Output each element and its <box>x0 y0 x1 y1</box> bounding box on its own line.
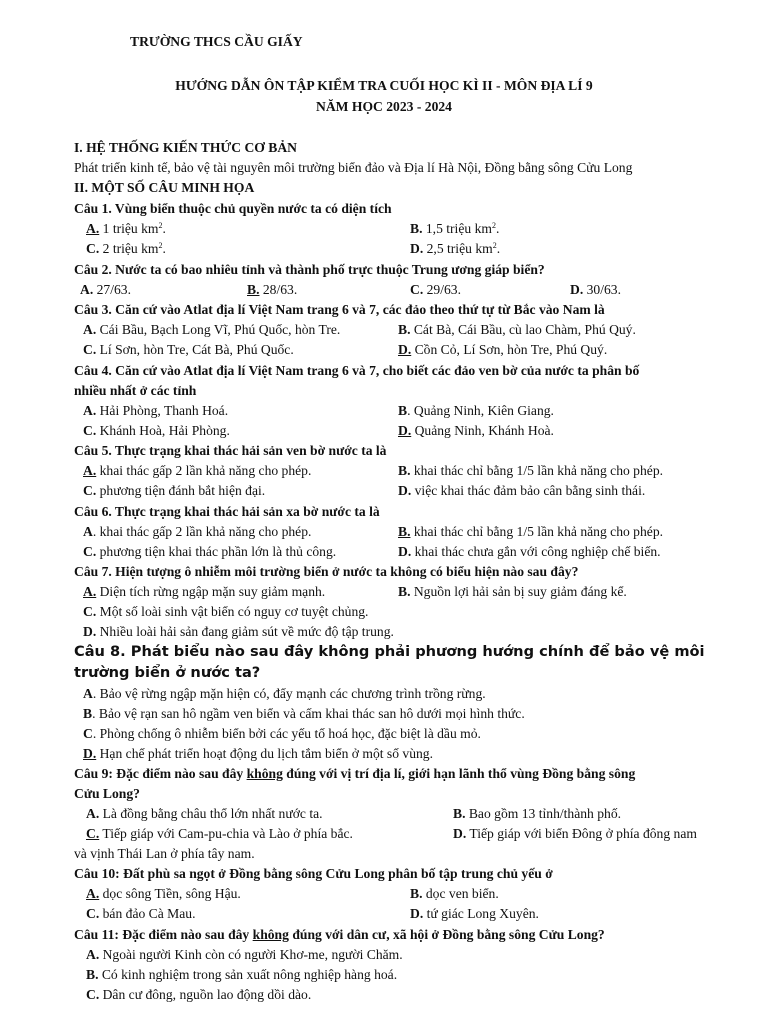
q3-key-b: B. <box>398 322 411 337</box>
q11-option-a <box>86 945 403 965</box>
q4-option-c <box>83 421 230 441</box>
q2-key-b: B. <box>247 282 260 297</box>
q5-text-d: việc khai thác đảm bảo cân bằng sinh thái. <box>411 483 646 498</box>
q2-text-a: 27/63. <box>93 282 131 297</box>
q11-key-b: B. <box>86 967 99 982</box>
q4-key-d: D. <box>398 423 412 438</box>
section-1-text: Phát triển kinh tế, bảo vệ tài nguyên môi trường biển đảo và Địa lí Hà Nội, Đồng bằng sông Cửu Long <box>74 160 633 175</box>
q2-text-b: 28/63. <box>259 282 298 297</box>
q11-text-a: Ngoài người Kinh còn có người Khơ-me, người Chăm. <box>99 947 403 962</box>
q4-text-b: . Quảng Ninh, Kiên Giang. <box>407 403 554 418</box>
q1-sup-c: 2 <box>158 241 163 250</box>
q9-text-d: Tiếp giáp với biển Đông ở phía đông nam <box>466 826 697 841</box>
q11-key-a: A. <box>86 947 100 962</box>
q5-option-a <box>83 461 311 481</box>
q1-sup-a: 2 <box>158 221 163 230</box>
q3-text-c: Lí Sơn, hòn Tre, Cát Bà, Phú Quốc. <box>96 342 294 357</box>
q5-option-b <box>398 461 663 481</box>
q6-text-d: khai thác chưa gắn với công nghiệp chế biến. <box>411 544 661 559</box>
q11-option-c <box>86 985 311 1005</box>
question-9-stem-line2: Cửu Long? <box>74 786 140 801</box>
q1-text-d: 2,5 triệu km <box>423 241 493 256</box>
q1-sup-b: 2 <box>491 221 496 230</box>
q8-key-a: A <box>83 686 93 701</box>
document-subtitle: NĂM HỌC 2023 - 2024 <box>316 99 452 114</box>
q2-key-d: D. <box>570 282 584 297</box>
section-2-heading: II. MỘT SỐ CÂU MINH HỌA <box>74 180 255 195</box>
q4-option-b <box>398 401 554 421</box>
q10-option-c <box>86 904 195 924</box>
q7-text-a: Diện tích rừng ngập mặn suy giảm mạnh. <box>96 584 326 599</box>
q9-stem-underlined: không <box>246 766 283 781</box>
q9-key-a: A. <box>86 806 100 821</box>
q3-option-b <box>398 320 636 340</box>
q11-stem-underlined: không <box>252 927 289 942</box>
q4-key-a: A. <box>83 403 97 418</box>
q4-key-b: B <box>398 403 408 418</box>
q2-option-a <box>80 280 131 300</box>
q6-option-b <box>398 522 663 542</box>
q9-option-a <box>86 804 323 824</box>
q3-option-c <box>83 340 294 360</box>
q10-option-b <box>410 884 499 904</box>
q2-option-b <box>247 280 297 300</box>
school-name: TRƯỜNG THCS CẦU GIẤY <box>130 34 303 49</box>
q5-option-d <box>398 481 645 501</box>
q11-option-b <box>86 965 397 985</box>
q2-option-c <box>410 280 461 300</box>
q9-text-b: Bao gồm 13 tỉnh/thành phố. <box>465 806 622 821</box>
q5-option-c <box>83 481 265 501</box>
q3-key-c: C. <box>83 342 97 357</box>
q1-key-a: A. <box>86 221 100 236</box>
q3-option-a <box>83 320 340 340</box>
q3-text-d: Cồn Cỏ, Lí Sơn, hòn Tre, Phú Quý. <box>411 342 608 357</box>
question-7-stem: Câu 7. Hiện tượng ô nhiễm môi trường biển ở nước ta không có biểu hiện nào sau đây? <box>74 564 579 579</box>
q6-key-c: C. <box>83 544 97 559</box>
q7-text-b: Nguồn lợi hải sản bị suy giảm đáng kể. <box>410 584 627 599</box>
question-11-stem <box>74 925 738 945</box>
q5-key-c: C. <box>83 483 97 498</box>
q5-key-a: A. <box>83 463 97 478</box>
q9-key-d: D. <box>453 826 467 841</box>
question-2-stem: Câu 2. Nước ta có bao nhiêu tỉnh và thành phố trực thuộc Trung ương giáp biển? <box>74 262 545 277</box>
q11-key-c: C. <box>86 987 100 1002</box>
question-8-stem-line1: Câu 8. Phát biểu nào sau đây không phải phương hướng chính để bảo vệ môi <box>74 643 705 660</box>
q5-text-b: khai thác chỉ bằng 1/5 lần khả năng cho phép. <box>410 463 664 478</box>
q1-key-d: D. <box>410 241 424 256</box>
document-title: HƯỚNG DẪN ÔN TẬP KIỂM TRA CUỐI HỌC KÌ II - MÔN ĐỊA LÍ 9 <box>175 78 593 93</box>
q6-key-a: A <box>83 524 93 539</box>
q10-text-a: dọc sông Tiền, sông Hậu. <box>99 886 241 901</box>
q2-text-c: 29/63. <box>423 282 461 297</box>
q5-text-c: phương tiện đánh bắt hiện đại. <box>96 483 266 498</box>
q9-text-c: Tiếp giáp với Cam-pu-chia và Lào ở phía bắc. <box>99 826 353 841</box>
q10-text-c: bán đảo Cà Mau. <box>99 906 196 921</box>
q5-key-b: B. <box>398 463 411 478</box>
q4-text-d: Quảng Ninh, Khánh Hoà. <box>411 423 554 438</box>
q9-option-d <box>453 824 697 844</box>
q3-text-b: Cát Bà, Cái Bầu, cù lao Chàm, Phú Quý. <box>410 322 636 337</box>
q8-text-c: . Phòng chống ô nhiễm biển bởi các yếu tố hoá học, đặc biệt là dầu mỏ. <box>92 726 481 741</box>
question-5-stem: Câu 5. Thực trạng khai thác hải sản ven bờ nước ta là <box>74 443 387 458</box>
q8-key-b: B <box>83 706 93 721</box>
q10-text-b: dọc ven biển. <box>422 886 499 901</box>
question-6-stem: Câu 6. Thực trạng khai thác hải sản xa bờ nước ta là <box>74 504 380 519</box>
q10-text-d: tứ giác Long Xuyên. <box>423 906 539 921</box>
q1-dot-b: . <box>495 221 500 236</box>
q6-option-d <box>398 542 661 562</box>
q1-option-c <box>86 239 166 259</box>
q4-option-d <box>398 421 554 441</box>
q8-key-c: C <box>83 726 93 741</box>
question-4-stem-line1: Câu 4. Căn cứ vào Atlat địa lí Việt Nam trang 6 và 7, cho biết các đảo ven bờ của nước ta phân bố <box>74 363 640 378</box>
q4-text-a: Hải Phòng, Thanh Hoá. <box>96 403 229 418</box>
question-3-stem: Câu 3. Căn cứ vào Atlat địa lí Việt Nam trang 6 và 7, các đảo theo thứ tự từ Bắc vào Nam là <box>74 302 605 317</box>
q3-text-a: Cái Bầu, Bạch Long Vĩ, Phú Quốc, hòn Tre. <box>96 322 341 337</box>
q7-option-a <box>83 582 325 602</box>
q5-key-d: D. <box>398 483 412 498</box>
q10-key-d: D. <box>410 906 424 921</box>
q1-dot-c: . <box>162 241 166 256</box>
q2-key-c: C. <box>410 282 424 297</box>
q6-option-c <box>83 542 336 562</box>
q7-key-a: A. <box>83 584 97 599</box>
q8-option-d <box>83 744 433 764</box>
q6-text-c: phương tiện khai thác phần lớn là thủ công. <box>96 544 337 559</box>
q10-key-b: B. <box>410 886 423 901</box>
q9-stem-post: đúng với vị trí địa lí, giới hạn lãnh thổ vùng Đồng bằng sông <box>282 766 636 781</box>
q9-option-c <box>86 824 353 844</box>
q6-text-a: . khai thác gấp 2 lần khả năng cho phép. <box>92 524 312 539</box>
q9-key-c: C. <box>86 826 100 841</box>
q11-stem-post: đúng với dân cư, xã hội ở Đồng bằng sông Cửu Long? <box>288 927 605 942</box>
q10-option-a <box>86 884 241 904</box>
q9-option-d-continuation: và vịnh Thái Lan ở phía tây nam. <box>74 846 255 861</box>
question-4-stem-line2: nhiều nhất ở các tỉnh <box>74 383 197 398</box>
q8-key-d: D. <box>83 746 97 761</box>
q7-text-c: Một số loài sinh vật biển có nguy cơ tuyệt chủng. <box>96 604 369 619</box>
q4-key-c: C. <box>83 423 97 438</box>
q9-text-a: Là đồng bằng châu thổ lớn nhất nước ta. <box>99 806 323 821</box>
q8-text-b: . Bảo vệ rạn san hô ngầm ven biển và cấm khai thác san hô dưới mọi hình thức. <box>92 706 525 721</box>
q1-dot-d: . <box>496 241 501 256</box>
q1-dot-a: . <box>162 221 166 236</box>
q9-key-b: B. <box>453 806 466 821</box>
q1-key-c: C. <box>86 241 100 256</box>
q11-stem-pre: Câu 11: Đặc điểm nào sau đây <box>74 927 253 942</box>
q8-option-b <box>83 704 525 724</box>
q10-key-c: C. <box>86 906 100 921</box>
q6-key-d: D. <box>398 544 412 559</box>
question-10-stem: Câu 10: Đất phù sa ngọt ở Đồng bằng sông Cửu Long phân bố tập trung chủ yếu ở <box>74 866 553 881</box>
q3-key-d: D. <box>398 342 412 357</box>
q11-text-b: Có kinh nghiệm trong sản xuất nông nghiệp hàng hoá. <box>98 967 398 982</box>
q2-text-d: 30/63. <box>583 282 621 297</box>
q8-option-a <box>83 684 486 704</box>
section-1-heading: I. HỆ THỐNG KIẾN THỨC CƠ BẢN <box>74 140 297 155</box>
q7-option-c <box>83 602 368 622</box>
q1-text-b: 1,5 triệu km <box>422 221 492 236</box>
q7-text-d: Nhiều loài hải sản đang giảm sút về mức độ tập trung. <box>96 624 394 639</box>
q9-option-b <box>453 804 621 824</box>
q1-sup-d: 2 <box>492 241 497 250</box>
q1-text-c: 2 triệu km <box>99 241 159 256</box>
q7-option-d <box>83 622 394 642</box>
q9-stem-pre: Câu 9: Đặc điểm nào sau đây <box>74 766 247 781</box>
question-8-stem-line2: trường biển ở nước ta? <box>74 664 261 681</box>
q4-option-a <box>83 401 228 421</box>
q6-option-a <box>83 522 311 542</box>
q1-text-a: 1 triệu km <box>99 221 159 236</box>
q2-key-a: A. <box>80 282 94 297</box>
q3-option-d <box>398 340 607 360</box>
q10-option-d <box>410 904 539 924</box>
question-1-stem: Câu 1. Vùng biển thuộc chủ quyền nước ta có diện tích <box>74 201 392 216</box>
q2-option-d <box>570 280 621 300</box>
q1-option-a <box>86 219 166 239</box>
q4-text-c: Khánh Hoà, Hải Phòng. <box>96 423 230 438</box>
q7-option-b <box>398 582 627 602</box>
q1-key-b: B. <box>410 221 423 236</box>
q8-text-a: . Bảo vệ rừng ngập mặn hiện có, đẩy mạnh các chương trình trồng rừng. <box>92 686 486 701</box>
q7-key-c: C. <box>83 604 97 619</box>
question-9-stem-line1 <box>74 764 738 784</box>
q10-key-a: A. <box>86 886 100 901</box>
q7-key-b: B. <box>398 584 411 599</box>
q1-option-b <box>410 219 499 239</box>
q8-text-d: Hạn chế phát triển hoạt động du lịch tắm biển ở một số vùng. <box>96 746 433 761</box>
q11-text-c: Dân cư đông, nguồn lao động dồi dào. <box>99 987 312 1002</box>
q6-text-b: khai thác chỉ bằng 1/5 lần khả năng cho phép. <box>410 524 664 539</box>
q5-text-a: khai thác gấp 2 lần khả năng cho phép. <box>96 463 312 478</box>
q8-option-c <box>83 724 481 744</box>
q6-key-b: B. <box>398 524 411 539</box>
q3-key-a: A. <box>83 322 97 337</box>
q7-key-d: D. <box>83 624 97 639</box>
q1-option-d <box>410 239 500 259</box>
